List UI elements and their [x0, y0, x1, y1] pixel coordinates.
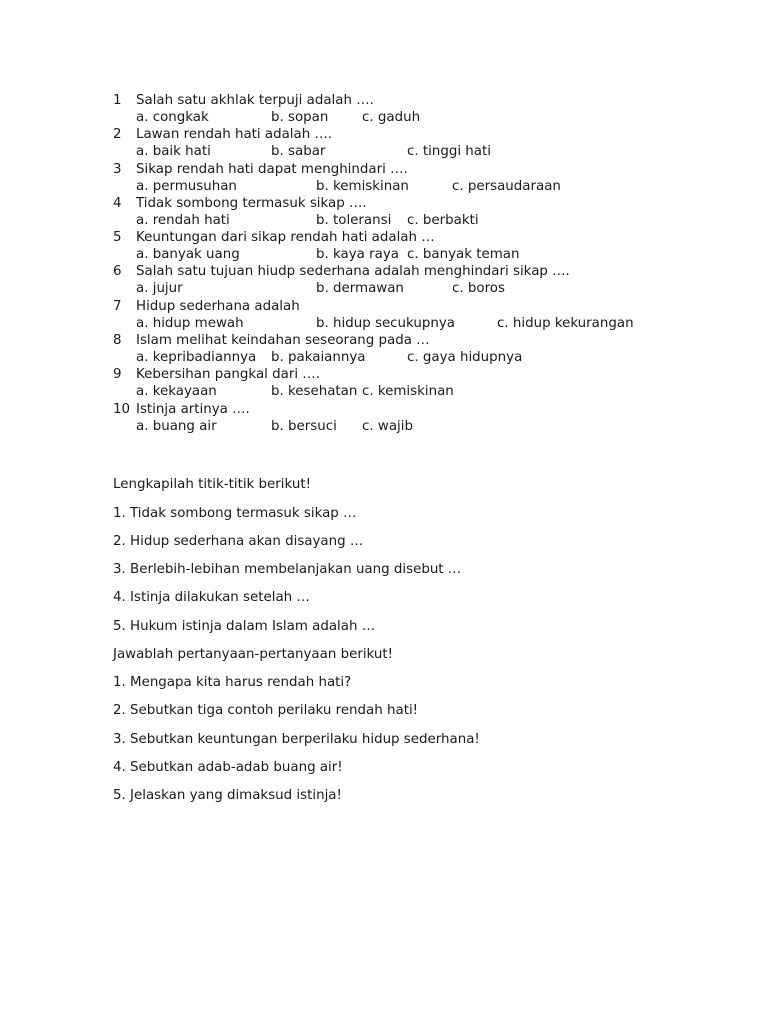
question-number: 3 — [113, 161, 122, 177]
options-row — [136, 143, 736, 160]
option-a: a. congkak — [136, 110, 209, 125]
question-text: Islam melihat keindahan seseorang pada … — [136, 333, 430, 349]
question-number: 6 — [113, 264, 122, 280]
option-b: b. kesehatan — [271, 384, 358, 400]
option-a: a. hidup mewah — [136, 315, 244, 331]
question-text: Kebersihan pangkal dari …. — [136, 367, 320, 383]
options-row — [136, 418, 736, 435]
options-row — [136, 246, 736, 263]
option-a: a. kepribadiannya — [136, 350, 257, 366]
option-c: c. banyak teman — [407, 247, 520, 263]
fill-in-heading: Lengkapilah titik-titik berikut! — [113, 477, 311, 492]
option-c: c. gaduh — [362, 110, 421, 125]
option-b: b. sabar — [271, 144, 326, 160]
option-b: b. kemiskinan — [316, 178, 409, 194]
essay-item: 5. Jelaskan yang dimaksud istinja! — [113, 788, 342, 803]
question-item — [113, 263, 733, 297]
essay-item: 1. Mengapa kita harus rendah hati? — [113, 675, 352, 690]
fill-in-item: 4. Istinja dilakukan setelah … — [113, 590, 310, 605]
option-a: a. jujur — [136, 281, 183, 297]
question-number: 8 — [113, 333, 122, 349]
essay-heading: Jawablah pertanyaan-pertanyaan berikut! — [113, 647, 393, 662]
fill-in-item: 2. Hidup sederhana akan disayang … — [113, 534, 364, 549]
question-text: Salah satu tujuan hiudp sederhana adalah menghindari sikap …. — [136, 264, 570, 280]
option-b: b. bersuci — [271, 418, 337, 434]
question-text: Hidup sederhana adalah — [136, 298, 300, 314]
question-item — [113, 195, 733, 229]
options-row — [136, 383, 736, 400]
fill-in-item: 3. Berlebih-lebihan membelanjakan uang disebut … — [113, 562, 462, 577]
question-item — [113, 229, 733, 263]
option-c: c. gaya hidupnya — [407, 350, 523, 366]
question-text: Lawan rendah hati adalah …. — [136, 127, 333, 143]
option-b: b. toleransi — [316, 212, 392, 228]
question-text: Sikap rendah hati dapat menghindari …. — [136, 161, 408, 177]
option-b: b. hidup secukupnya — [316, 315, 455, 331]
question-number: 2 — [113, 127, 122, 143]
question-item — [113, 298, 733, 332]
option-c: c. tinggi hati — [407, 144, 491, 160]
question-number: 10 — [113, 401, 131, 417]
multiple-choice-section — [113, 92, 733, 435]
fill-in-item: 5. Hukum istinja dalam Islam adalah … — [113, 619, 376, 634]
options-row — [136, 109, 736, 126]
options-row — [136, 349, 736, 366]
question-item — [113, 126, 733, 160]
question-text: Tidak sombong termasuk sikap …. — [136, 195, 367, 211]
options-row — [136, 280, 736, 297]
question-item — [113, 161, 733, 195]
option-c: c. hidup kekurangan — [497, 315, 634, 331]
option-c: c. persaudaraan — [452, 178, 561, 194]
question-number: 7 — [113, 298, 122, 314]
question-item — [113, 366, 733, 400]
essay-item: 4. Sebutkan adab-adab buang air! — [113, 760, 343, 775]
option-c: c. kemiskinan — [362, 384, 454, 400]
question-item — [113, 401, 733, 435]
option-a: a. buang air — [136, 418, 217, 434]
option-a: a. baik hati — [136, 144, 211, 160]
essay-item: 2. Sebutkan tiga contoh perilaku rendah hati! — [113, 703, 419, 718]
option-a: a. kekayaan — [136, 384, 217, 400]
option-b: b. sopan — [271, 110, 329, 125]
question-text: Keuntungan dari sikap rendah hati adalah … — [136, 230, 435, 246]
question-number: 1 — [113, 93, 122, 108]
option-c: c. wajib — [362, 418, 413, 434]
question-item — [113, 92, 733, 126]
option-b: b. pakaiannya — [271, 350, 366, 366]
option-a: a. rendah hati — [136, 212, 230, 228]
options-row — [136, 178, 736, 195]
option-b: b. kaya raya — [316, 247, 399, 263]
option-a: a. permusuhan — [136, 178, 237, 194]
question-number: 5 — [113, 230, 122, 246]
question-number: 4 — [113, 195, 122, 211]
question-item — [113, 332, 733, 366]
question-text: Istinja artinya …. — [136, 401, 250, 417]
option-c: c. berbakti — [407, 212, 479, 228]
options-row — [136, 315, 736, 332]
question-number: 9 — [113, 367, 122, 383]
option-a: a. banyak uang — [136, 247, 240, 263]
option-b: b. dermawan — [316, 281, 404, 297]
option-c: c. boros — [452, 281, 505, 297]
question-text: Salah satu akhlak terpuji adalah …. — [136, 93, 374, 108]
essay-item: 3. Sebutkan keuntungan berperilaku hidup sederhana! — [113, 732, 480, 747]
fill-in-item: 1. Tidak sombong termasuk sikap … — [113, 506, 357, 521]
options-row — [136, 212, 736, 229]
